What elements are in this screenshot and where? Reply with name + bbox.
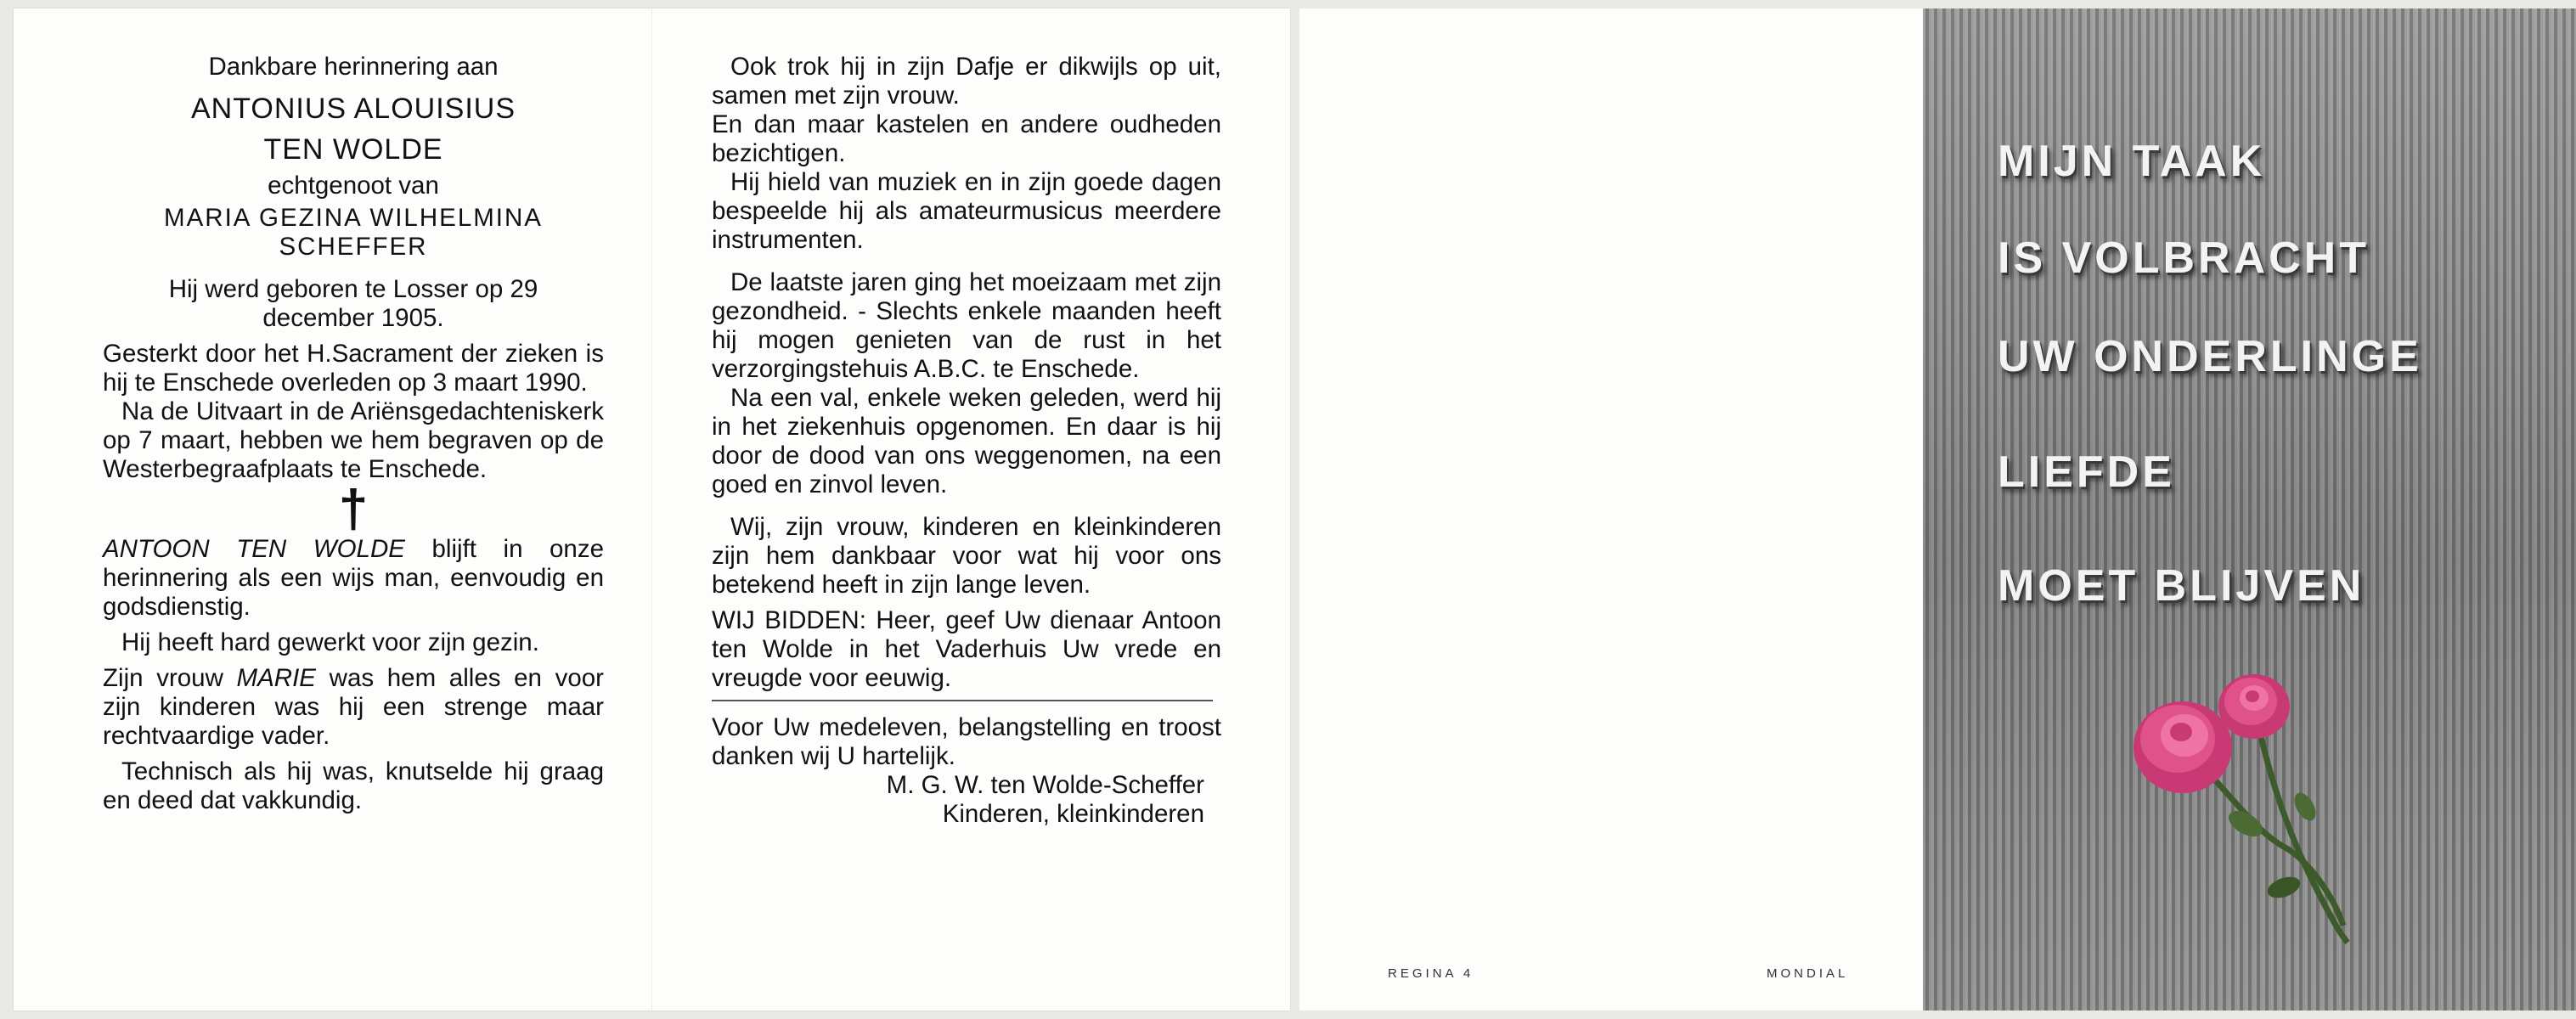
memorial-card-outside <box>1299 8 2576 1011</box>
signature-line2: Kinderen, kleinkinderen <box>942 800 1204 828</box>
publisher-code: REGINA 4 <box>1388 966 1474 981</box>
motto-line-2: IS VOLBRACHT <box>1998 234 2370 283</box>
thanks-paragraph: Voor Uw medeleven, belangstelling en troost danken wij U hartelijk. <box>712 713 1221 770</box>
spouse-name-line1: MARIA GEZINA WILHELMINA <box>164 204 543 232</box>
deceased-name-line2: TEN WOLDE <box>263 133 443 166</box>
rose-large <box>2134 701 2232 793</box>
divider <box>712 700 1213 701</box>
remembrance-text: blijft in onze herinnering als een wijs man, eenvoudig en godsdienstig. <box>103 535 605 621</box>
work-paragraph: Hij heeft hard gewerkt voor zijn gezin. <box>121 628 539 656</box>
spouse-name-line2: SCHEFFER <box>279 233 428 261</box>
spouse-intro: echtgenoot van <box>268 172 439 200</box>
deceased-name-line1: ANTONIUS ALOUISIUS <box>190 93 516 125</box>
intro-line: Dankbare herinnering aan <box>208 53 499 81</box>
motto-line-3: UW ONDERLINGE <box>1998 332 2422 381</box>
family-text-b: was hem alles en voor zijn kinderen was hij een strenge maar rechtvaardige vader. <box>103 664 604 750</box>
family-paragraph <box>103 664 604 751</box>
fold-line <box>651 8 652 1011</box>
prayer-paragraph: WIJ BIDDEN: Heer, geef Uw dienaar Antoon ten Wolde in het Vaderhuis Uw vrede en vreugde voor eeuwig. <box>712 606 1221 692</box>
signature-line1: M. G. W. ten Wolde-Scheffer <box>886 771 1204 799</box>
gratitude-paragraph: Wij, zijn vrouw, kinderen en kleinkinderen zijn hem dankbaar voor wat hij voor ons betekend heeft in zijn lange leven. <box>712 513 1221 599</box>
memorial-card-inside <box>14 8 1290 1011</box>
funeral-text: Na de Uitvaart in de Ariënsgedachteniskerk op 7 maart, hebben we hem begraven op de Westerbegraafplaats te Enschede. <box>103 397 604 483</box>
birth-text: Hij werd geboren te Losser op 29 december 1905. <box>168 275 538 332</box>
health-paragraph: De laatste jaren ging het moeizaam met zijn gezondheid. - Slechts enkele maanden heeft hij mogen genieten van de rust in het verzorgingstehuis A.B.C. te Enschede. <box>712 268 1221 383</box>
castles-paragraph: En dan maar kastelen en andere oudheden bezichtigen. <box>712 110 1221 167</box>
cross-symbol: † <box>338 480 369 538</box>
text-column-left <box>103 53 604 815</box>
remembrance-paragraph <box>103 535 604 622</box>
wife-name: MARIE <box>236 664 316 692</box>
publisher-name: MONDIAL <box>1767 966 1849 981</box>
roses-illustration <box>2110 654 2415 960</box>
hobby-paragraph: Technisch als hij was, knutselde hij graag en deed dat vakkundig. <box>103 757 604 814</box>
death-text: Gesterkt door het H.Sacrament der zieken is hij te Enschede overleden op 3 maart 1990. <box>103 340 604 397</box>
nickname: ANTOON TEN WOLDE <box>103 535 405 563</box>
motto-line-1: MIJN TAAK <box>1998 137 2266 186</box>
music-paragraph: Hij hield van muziek en in zijn goede dagen bespeelde hij als amateurmusicus meerdere instrumenten. <box>712 168 1221 254</box>
travel-paragraph: Ook trok hij in zijn Dafje er dikwijls op uit, samen met zijn vrouw. <box>712 53 1221 110</box>
motto-line-5: MOET BLIJVEN <box>1998 561 2365 611</box>
rose-small <box>2218 674 2290 739</box>
text-column-right <box>712 53 1221 829</box>
motto-line-4: LIEFDE <box>1998 448 2175 497</box>
cover-photo <box>1923 8 2576 1011</box>
hospital-paragraph: Na een val, enkele weken geleden, werd hij in het ziekenhuis opgenomen. En daar is hij door de dood van ons weggenomen, na een goed en zinvol leven. <box>712 384 1221 498</box>
family-text-a: Zijn vrouw <box>103 664 237 692</box>
